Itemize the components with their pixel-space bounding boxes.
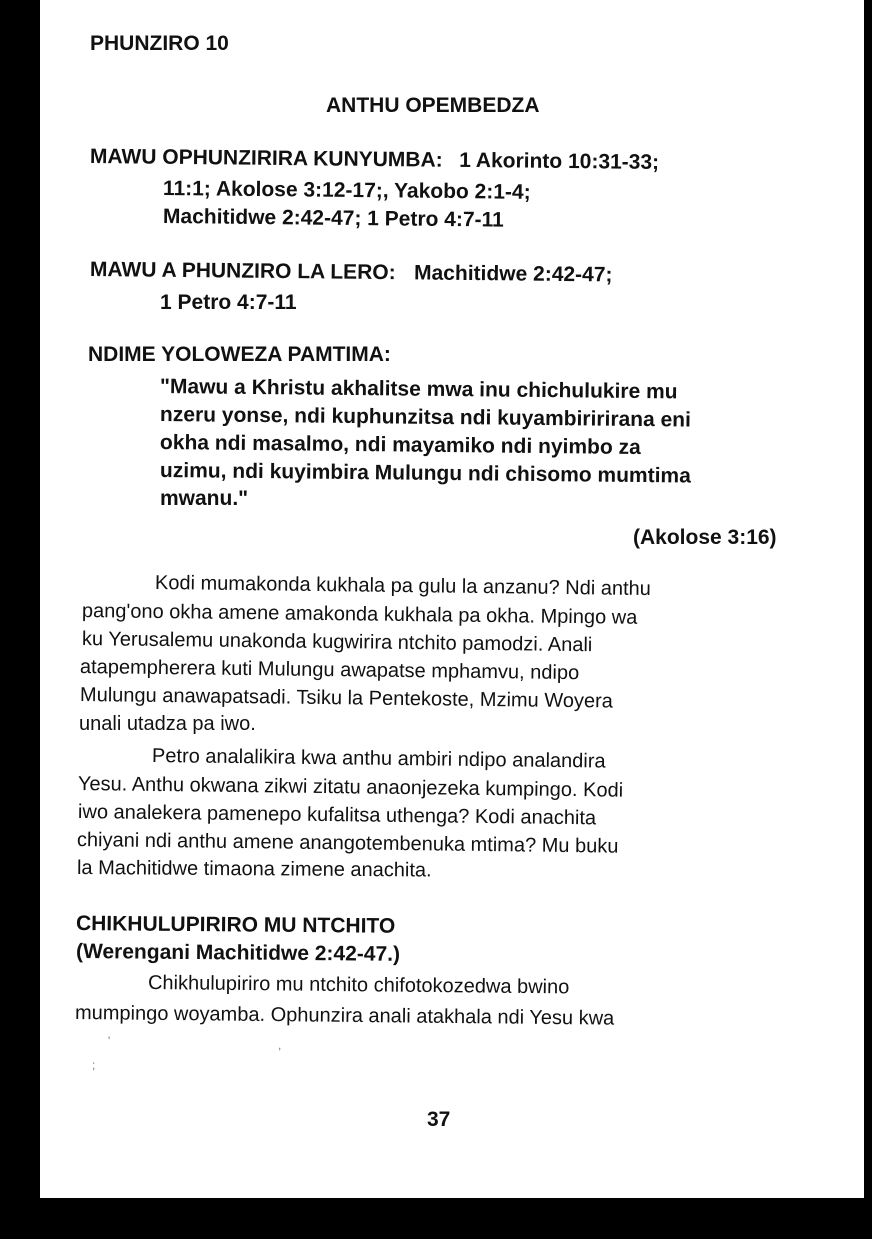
- section-subheading: (Werengani Machitidwe 2:42-47.): [75, 940, 401, 966]
- paragraph-1-line: Kodi mumakonda kukhala pa gulu la anzanu? Ndi anthu: [154, 572, 652, 601]
- paragraph-2-line: Petro analalikira kwa anthu ambiri ndipo analandira: [151, 745, 606, 773]
- section-heading: CHIKHULUPIRIRO MU NTCHITO: [75, 912, 396, 938]
- memory-verse-line: "Mawu a Khristu akhalitse mwa inu chichulukire mu: [159, 375, 678, 404]
- today-study-refs-2: 1 Petro 4:7-11: [160, 291, 297, 314]
- memory-verse-line: nzeru yonse, ndi kuphunzitsa ndi kuyambiririrana eni: [159, 403, 692, 432]
- paragraph-1-line: atapempherera kuti Mulungu awapatse mphamvu, ndipo: [79, 656, 580, 685]
- memory-verse-line: okha ndi masalmo, ndi mayamiko ndi nyimbo za: [159, 431, 641, 460]
- memory-verse-line: mwanu.": [160, 487, 249, 510]
- scan-speck: ': [108, 1034, 111, 1048]
- memory-verse-citation: (Akolose 3:16): [633, 526, 777, 549]
- lesson-number: PHUNZIRO 10: [90, 32, 229, 55]
- scan-bottom-edge: [0, 1198, 872, 1239]
- paragraph-2-line: la Machitidwe timaona zimene anachita.: [76, 857, 432, 882]
- section-line: Chikhulupiriro mu ntchito chifotokozedwa bwino: [147, 972, 570, 999]
- paragraph-1-line: pang'ono okha amene amakonda kukhala pa okha. Mpingo wa: [81, 600, 638, 629]
- page-number: 37: [427, 1108, 451, 1131]
- paragraph-2-line: chiyani ndi anthu amene anangotembenuka mtima? Mu buku: [76, 829, 619, 858]
- paragraph-1-line: unali utadza pa iwo.: [79, 713, 256, 735]
- section-line: mumpingo woyamba. Ophunzira anali atakhala ndi Yesu kwa: [74, 1002, 615, 1030]
- today-study-refs-1: Machitidwe 2:42-47;: [413, 261, 613, 287]
- today-study-label: MAWU A PHUNZIRO LA LERO:: [89, 258, 396, 285]
- scan-right-edge: [864, 0, 872, 1239]
- home-study-refs-1: 1 Akorinto 10:31-33;: [459, 148, 660, 174]
- home-study-refs-3: Machitidwe 2:42-47; 1 Petro 4:7-11: [162, 205, 504, 232]
- scan-left-edge: [0, 0, 36, 1239]
- paragraph-2-line: iwo analekera pamenepo kufalitsa uthenga? Kodi anachita: [77, 801, 597, 830]
- memory-verse-line: uzimu, ndi kuyimbira Mulungu ndi chisomo mumtima: [159, 459, 691, 488]
- scan-speck: ;: [92, 1058, 96, 1072]
- home-study-label: MAWU OPHUNZIRIRA KUNYUMBA:: [89, 145, 443, 172]
- home-study-refs-2: 11:1; Akolose 3:12-17;, Yakobo 2:1-4;: [162, 177, 531, 204]
- scan-speck: ,: [278, 1038, 282, 1052]
- paragraph-1-line: Mulungu anawapatsadi. Tsiku la Pentekoste, Mzimu Woyera: [79, 684, 613, 713]
- memory-verse-label: NDIME YOLOWEZA PAMTIMA:: [88, 343, 391, 366]
- paragraph-2-line: Yesu. Anthu okwana zikwi zitatu anaonjezeka kumpingo. Kodi: [77, 773, 624, 802]
- paragraph-1-line: ku Yerusalemu unakonda kugwirira ntchito pamodzi. Anali: [81, 628, 593, 657]
- page-title: ANTHU OPEMBEDZA: [326, 94, 540, 117]
